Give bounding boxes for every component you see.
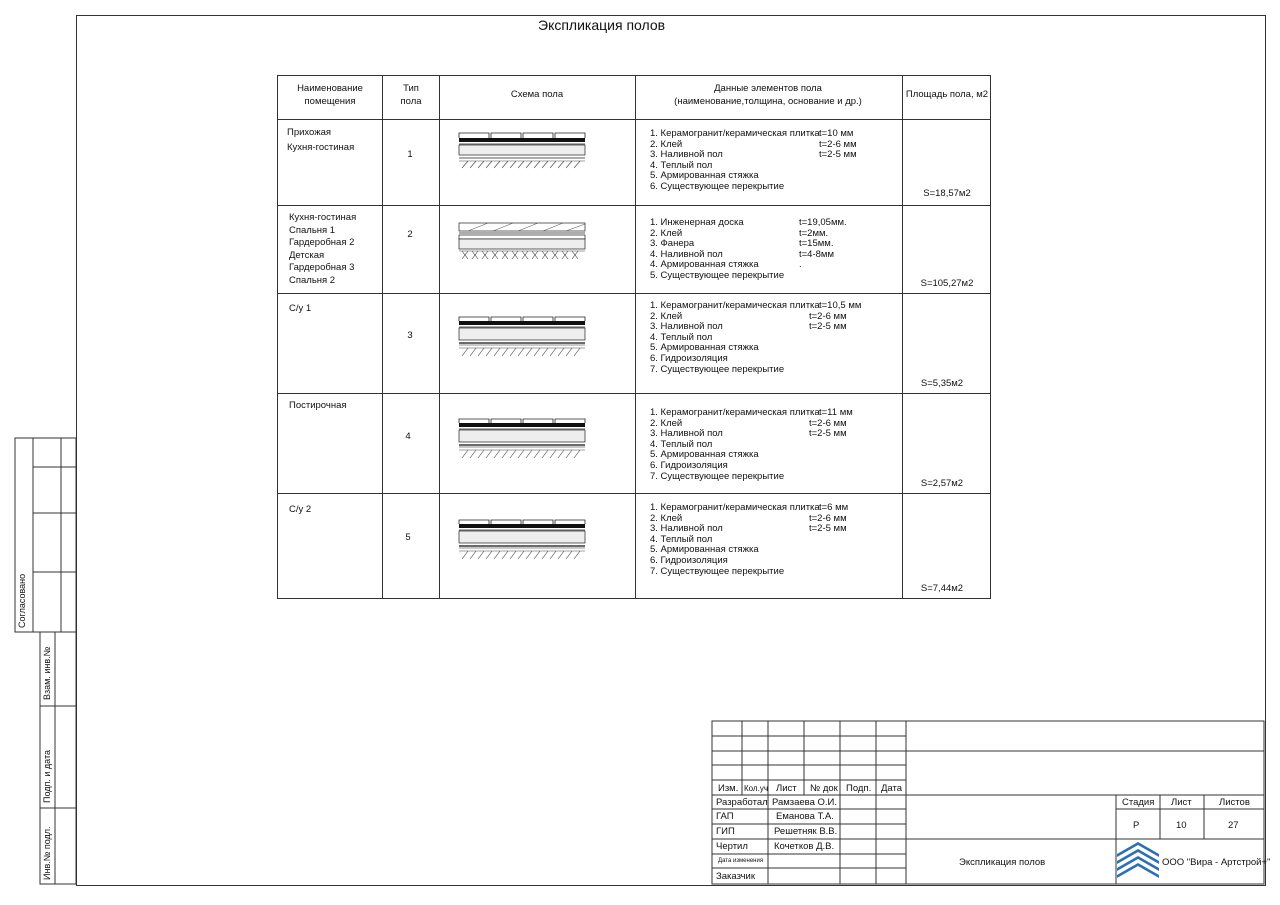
room-name: Спальня 2 <box>289 274 336 286</box>
floor-type-number: 3 <box>407 330 413 341</box>
stamp-sign-date-label: Подп. и дата <box>42 749 52 803</box>
tb-col-header: № док <box>810 783 838 794</box>
layer-name: 2. Клей <box>650 227 683 239</box>
layer-thickness: t=2-5 мм <box>809 523 847 535</box>
layer-name: 4. Наливной пол <box>650 248 723 260</box>
layer-name: 4. Теплый пол <box>650 533 713 545</box>
stamp-inv-no-label: Инв.№ подл. <box>42 826 52 880</box>
layer-name: 3. Наливной пол <box>650 523 723 535</box>
tb-col-header: Лист <box>776 783 797 794</box>
header-room: Наименование помещения <box>297 83 363 107</box>
floor-area: S=7,44м2 <box>920 583 964 594</box>
tb-role: Дата изменения <box>718 858 764 864</box>
layer-thickness: t=2мм. <box>799 227 829 239</box>
layer-name: 4. Теплый пол <box>650 438 713 450</box>
layer-thickness: t=2-6 мм <box>819 138 857 150</box>
layer-thickness: t=2-5 мм <box>819 149 857 161</box>
layer-name: 1. Инженерная доска <box>650 217 744 228</box>
layer-name: 7. Существующее перекрытие <box>650 565 785 577</box>
layer-name: 1. Керамогранит/керамическая плитка <box>650 128 820 139</box>
layer-thickness: t=19,05мм. <box>799 217 847 228</box>
layer-name: 7. Существующее перекрытие <box>650 363 785 375</box>
room-name: Постирочная <box>289 400 347 411</box>
tb-col-header: Подп. <box>846 783 872 794</box>
layer-thickness: t=6 мм <box>819 502 849 513</box>
layer-name: 5. Армированная стяжка <box>650 449 759 461</box>
floor-type-number: 2 <box>407 229 413 240</box>
tb-person: Решетняк В.В. <box>774 826 838 837</box>
layer-name: 5. Армированная стяжка <box>650 170 759 182</box>
tb-role: Чертил <box>716 841 748 852</box>
tb-drawing-title: Экспликация полов <box>959 857 1046 868</box>
floor-type-number: 4 <box>405 431 411 442</box>
layer-name: 6. Гидроизоляция <box>650 352 728 364</box>
tb-col-header: Дата <box>881 783 903 794</box>
header-type: Тип пола <box>400 83 422 107</box>
layer-thickness: t=2-6 мм <box>809 417 847 429</box>
tb-sheets-label: Листов <box>1219 797 1250 808</box>
room-name: С/у 2 <box>289 504 312 515</box>
room-name: Спальня 1 <box>289 224 336 236</box>
floor-area: S=105,27м2 <box>920 278 974 289</box>
floor-area: S=5,35м2 <box>920 378 964 389</box>
layer-thickness: t=11 мм <box>819 407 853 418</box>
tb-stage-value: Р <box>1133 820 1140 831</box>
layer-thickness: t=10,5 мм <box>819 300 862 311</box>
header-elements: Данные элементов пола (наименование,толщина, основание и др.) <box>674 83 862 107</box>
tb-person: Кочетков Д.В. <box>774 841 835 852</box>
header-area: Площадь пола, м2 <box>905 89 989 100</box>
tb-col-header: Изм. <box>718 783 739 794</box>
page-title: Экспликация полов <box>538 17 666 33</box>
layer-name: 3. Наливной пол <box>650 321 723 333</box>
layer-name: 3. Наливной пол <box>650 149 723 161</box>
tb-person: Рамзаева О.И. <box>772 797 838 808</box>
room-name: Прихожая <box>287 127 332 138</box>
floor-area: S=18,57м2 <box>923 188 971 199</box>
layer-name: 6. Гидроизоляция <box>650 554 728 566</box>
tb-sheets-value: 27 <box>1228 820 1239 831</box>
room-name: Гардеробная 3 <box>289 262 355 273</box>
header-scheme: Схема пола <box>510 89 564 100</box>
room-name: С/у 1 <box>289 303 312 314</box>
layer-name: 3. Наливной пол <box>650 428 723 440</box>
layer-name: 7. Существующее перекрытие <box>650 470 785 482</box>
stamp-ref-inv-label: Взам. инв.№ <box>42 646 52 700</box>
layer-name: 5. Существующее перекрытие <box>650 269 785 281</box>
layer-thickness: t=15мм. <box>799 238 834 250</box>
layer-thickness: . <box>799 259 802 271</box>
layer-thickness: t=2-5 мм <box>809 321 847 333</box>
layer-name: 3. Фанера <box>650 238 695 250</box>
stamp-agreed-label: Согласовано <box>17 573 27 628</box>
layer-thickness: t=10 мм <box>819 128 854 139</box>
layer-name: 1. Керамогранит/керамическая плитка <box>650 502 820 513</box>
layer-name: 4. Теплый пол <box>650 159 713 171</box>
tb-col-header: Кол.уч <box>744 784 768 793</box>
floor-type-number: 5 <box>405 532 411 543</box>
tb-person: Еманова Т.А. <box>776 811 834 822</box>
layer-name: 2. Клей <box>650 138 683 150</box>
room-name: Детская <box>289 249 325 261</box>
room-name: Гардеробная 2 <box>289 237 355 248</box>
tb-sheet-label: Лист <box>1171 797 1192 808</box>
company-logo-icon <box>1117 842 1159 882</box>
tb-role: Заказчик <box>716 871 756 882</box>
layer-name: 6. Существующее перекрытие <box>650 180 785 192</box>
tb-stage-label: Стадия <box>1122 797 1155 808</box>
floor-area: S=2,57м2 <box>920 478 964 489</box>
layer-thickness: t=4-8мм <box>799 248 834 260</box>
floor-type-number: 1 <box>407 149 413 160</box>
layer-name: 4. Армированная стяжка <box>650 259 759 271</box>
tb-role: ГАП <box>716 811 734 822</box>
room-name: Кухня-гостиная <box>287 141 355 153</box>
layer-thickness: t=2-6 мм <box>809 310 847 322</box>
layer-thickness: t=2-6 мм <box>809 512 847 524</box>
layer-name: 5. Армированная стяжка <box>650 544 759 556</box>
layer-name: 5. Армированная стяжка <box>650 342 759 354</box>
tb-role: Разработал <box>716 797 768 808</box>
tb-company: ООО "Вира - Артстрой+" <box>1162 857 1271 868</box>
layer-name: 1. Керамогранит/керамическая плитка <box>650 300 820 311</box>
room-name: Кухня-гостиная <box>289 212 357 223</box>
layer-name: 4. Теплый пол <box>650 331 713 343</box>
layer-thickness: t=2-5 мм <box>809 428 847 440</box>
layer-name: 6. Гидроизоляция <box>650 459 728 471</box>
layer-name: 2. Клей <box>650 512 683 524</box>
tb-role: ГИП <box>716 826 735 837</box>
tb-sheet-value: 10 <box>1176 820 1187 831</box>
layer-name: 2. Клей <box>650 310 683 322</box>
layer-name: 2. Клей <box>650 417 683 429</box>
layer-name: 1. Керамогранит/керамическая плитка <box>650 407 820 418</box>
